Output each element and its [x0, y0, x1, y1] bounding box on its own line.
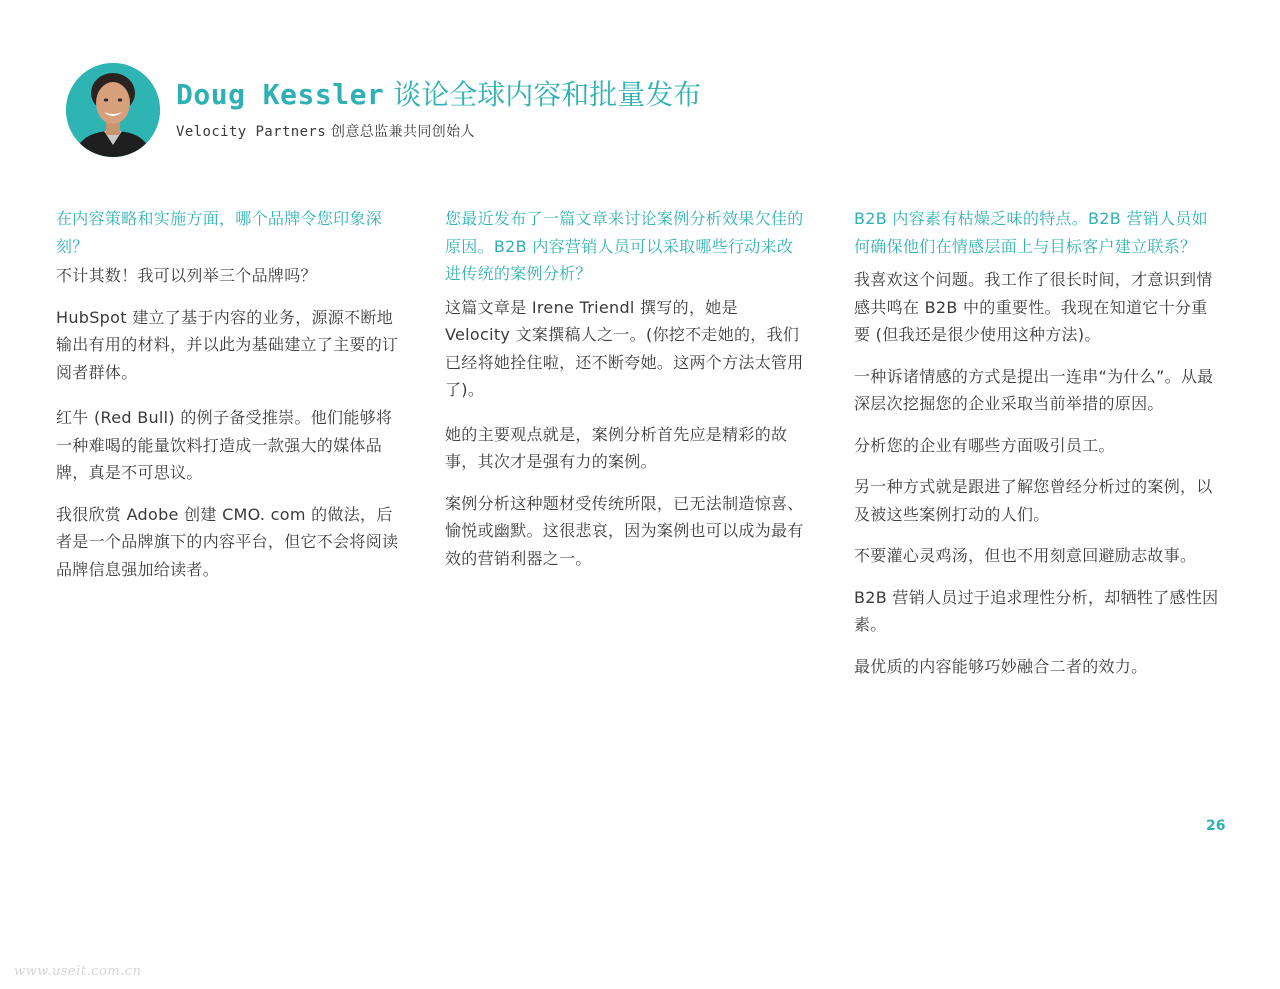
question-2: 您最近发布了一篇文章来讨论案例分析效果欠佳的原因。B2B 内容营销人员可以采取哪些行动来改进传统的案例分析？ — [445, 209, 804, 283]
answer-paragraph: 最优质的内容能够巧妙融合二者的效力。 — [854, 656, 1148, 676]
answer-paragraph: 这篇文章是 Irene Triendl 撰写的，她是 Velocity 文案撰稿人之一。(你挖不走她的，我们已经将她拴住啦，还不断夸她。这两个方法太管用了)。 — [445, 297, 804, 399]
portrait-avatar — [66, 63, 160, 157]
answer-paragraph: B2B 营销人员过于追求理性分析，却牺牲了感性因素。 — [854, 587, 1219, 634]
interview-header — [66, 63, 701, 157]
answer-paragraph: 另一种方式就是跟进了解您曾经分析过的案例，以及被这些案例打动的人们。 — [854, 477, 1213, 524]
role-title: 创意总监兼共同创始人 — [326, 124, 475, 140]
interviewee-name: Doug Kessler — [176, 78, 385, 111]
answer-paragraph: 一种诉诸情感的方式是提出一连串“为什么”。从最深层次挖掘您的企业采取当前举措的原因。 — [854, 366, 1214, 413]
answer-paragraph: 红牛 (Red Bull) 的例子备受推崇。他们能够将一种难喝的能量饮料打造成一款强大的媒体品牌，真是不可思议。 — [56, 408, 393, 482]
watermark-text: www.useit.com.cn — [14, 964, 142, 979]
question-1: 在内容策略和实施方面，哪个品牌令您印象深刻？ — [56, 209, 383, 256]
question-3: B2B 内容素有枯燥乏味的特点。B2B 营销人员如何确保他们在情感层面上与目标客户建立联系？ — [854, 209, 1208, 256]
title-topic: 谈论全球内容和批量发布 — [384, 78, 702, 111]
page-title — [176, 78, 701, 112]
column-1 — [56, 205, 401, 597]
portrait-image — [66, 63, 160, 157]
title-block — [176, 63, 701, 141]
answer-paragraph: 不要灌心灵鸡汤，但也不用刻意回避励志故事。 — [854, 546, 1197, 565]
column-2 — [445, 205, 805, 586]
answer-paragraph: 她的主要观点就是，案例分析首先应是精彩的故事，其次才是强有力的案例。 — [445, 424, 788, 471]
company-name: Velocity Partners — [176, 124, 327, 140]
answer-paragraph: 案例分析这种题材受传统所限，已无法制造惊喜、愉悦或幽默。这很悲哀，因为案例也可以成为最有效的营销利器之一。 — [445, 493, 804, 568]
column-3 — [854, 205, 1219, 694]
answer-paragraph: 我很欣赏 Adobe 创建 CMO. com 的做法，后者是一个品牌旗下的内容平台，但它不会将阅读品牌信息强加给读者。 — [56, 504, 399, 579]
answer-paragraph: 我喜欢这个问题。我工作了很长时间，才意识到情感共鸣在 B2B 中的重要性。我现在知道它十分重要 (但我还是很少使用这种方法)。 — [854, 270, 1213, 344]
interviewee-role — [176, 123, 701, 141]
answer-paragraph: 分析您的企业有哪些方面吸引员工。 — [854, 435, 1115, 455]
page-number: 26 — [1206, 818, 1226, 834]
answer-paragraph: 不计其数！我可以列举三个品牌吗？ — [56, 266, 317, 285]
answer-paragraph: HubSpot 建立了基于内容的业务，源源不断地输出有用的材料，并以此为基础建立了主要的订阅者群体。 — [56, 307, 399, 382]
